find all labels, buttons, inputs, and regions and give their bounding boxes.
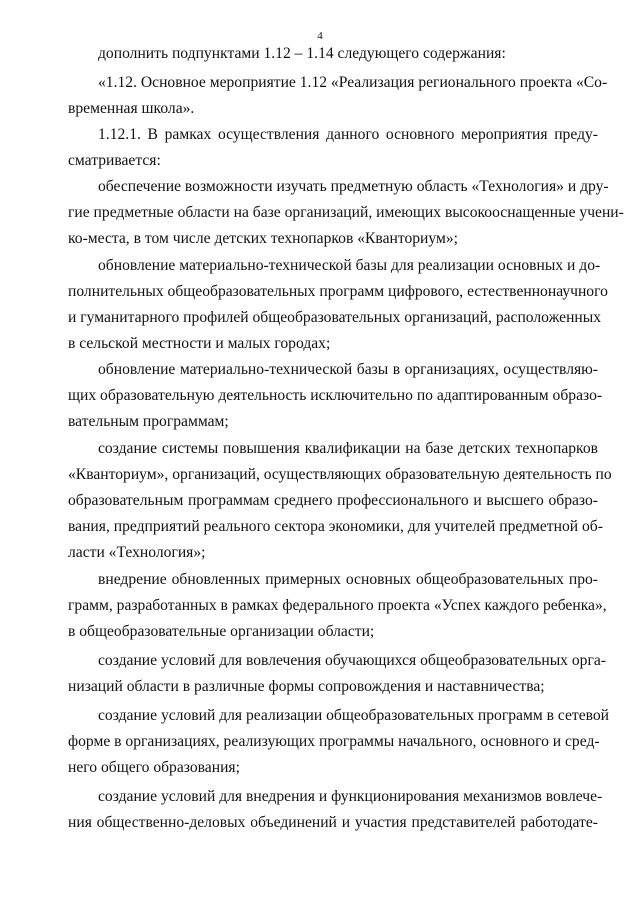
text-line: в сельской местности и малых городах; bbox=[68, 335, 331, 352]
text-line: образовательным программам среднего профессионального и высшего образо- bbox=[68, 492, 598, 509]
text-line: гие предметные области на базе организаций, имеющих высокооснащенные учени- bbox=[68, 204, 624, 221]
text-line: 1.12.1. В рамках осуществления данного основного мероприятия преду- bbox=[98, 126, 598, 143]
text-line: сматривается: bbox=[68, 152, 161, 169]
text-line: вательным программам; bbox=[68, 413, 229, 430]
text-line: «1.12. Основное мероприятие 1.12 «Реализация регионального проекта «Со- bbox=[98, 74, 608, 91]
text-line: обеспечение возможности изучать предметную область «Технология» и дру- bbox=[98, 178, 609, 195]
text-line: обновление материально-технической базы для реализации основных и до- bbox=[98, 257, 601, 274]
text-line: щих образовательную деятельность исключительно по адаптированным образо- bbox=[68, 387, 603, 404]
text-line: в общеобразовательные организации области; bbox=[68, 623, 375, 640]
text-line: временная школа». bbox=[68, 100, 195, 117]
text-line: «Кванториум», организаций, осуществляющих образовательную деятельность по bbox=[68, 466, 612, 483]
text-line: создание условий для вовлечения обучающихся общеобразовательных орга- bbox=[98, 652, 606, 669]
text-line: ния общественно-деловых объединений и участия представителей работодате- bbox=[68, 814, 598, 831]
page-number: 4 bbox=[317, 30, 323, 42]
text-line: дополнить подпунктами 1.12 – 1.14 следующего содержания: bbox=[98, 45, 506, 62]
text-line: ласти «Технология»; bbox=[68, 544, 206, 561]
text-line: ко-места, в том числе детских технопарков «Кванториум»; bbox=[68, 230, 458, 247]
text-line: полнительных общеобразовательных программ цифрового, естественнонаучного bbox=[68, 283, 608, 300]
text-line: низаций области в различные формы сопровождения и наставничества; bbox=[68, 678, 545, 695]
text-line: создание системы повышения квалификации на базе детских технопарков bbox=[98, 440, 598, 457]
text-line: и гуманитарного профилей общеобразовательных организаций, расположенных bbox=[68, 309, 602, 326]
text-line: внедрение обновленных примерных основных общеобразовательных про- bbox=[98, 571, 598, 588]
text-line: него общего образования; bbox=[68, 759, 240, 776]
text-line: форме в организациях, реализующих программы начального, основного и сред- bbox=[68, 733, 600, 750]
text-line: вания, предприятий реального сектора экономики, для учителей предметной об- bbox=[68, 518, 603, 535]
text-line: грамм, разработанных в рамках федерального проекта «Успех каждого ребенка», bbox=[68, 597, 607, 614]
text-line: создание условий для внедрения и функционирования механизмов вовлече- bbox=[98, 788, 603, 805]
text-line: обновление материально-технической базы в организациях, осуществляю- bbox=[98, 361, 598, 378]
text-line: создание условий для реализации общеобразовательных программ в сетевой bbox=[98, 707, 610, 724]
